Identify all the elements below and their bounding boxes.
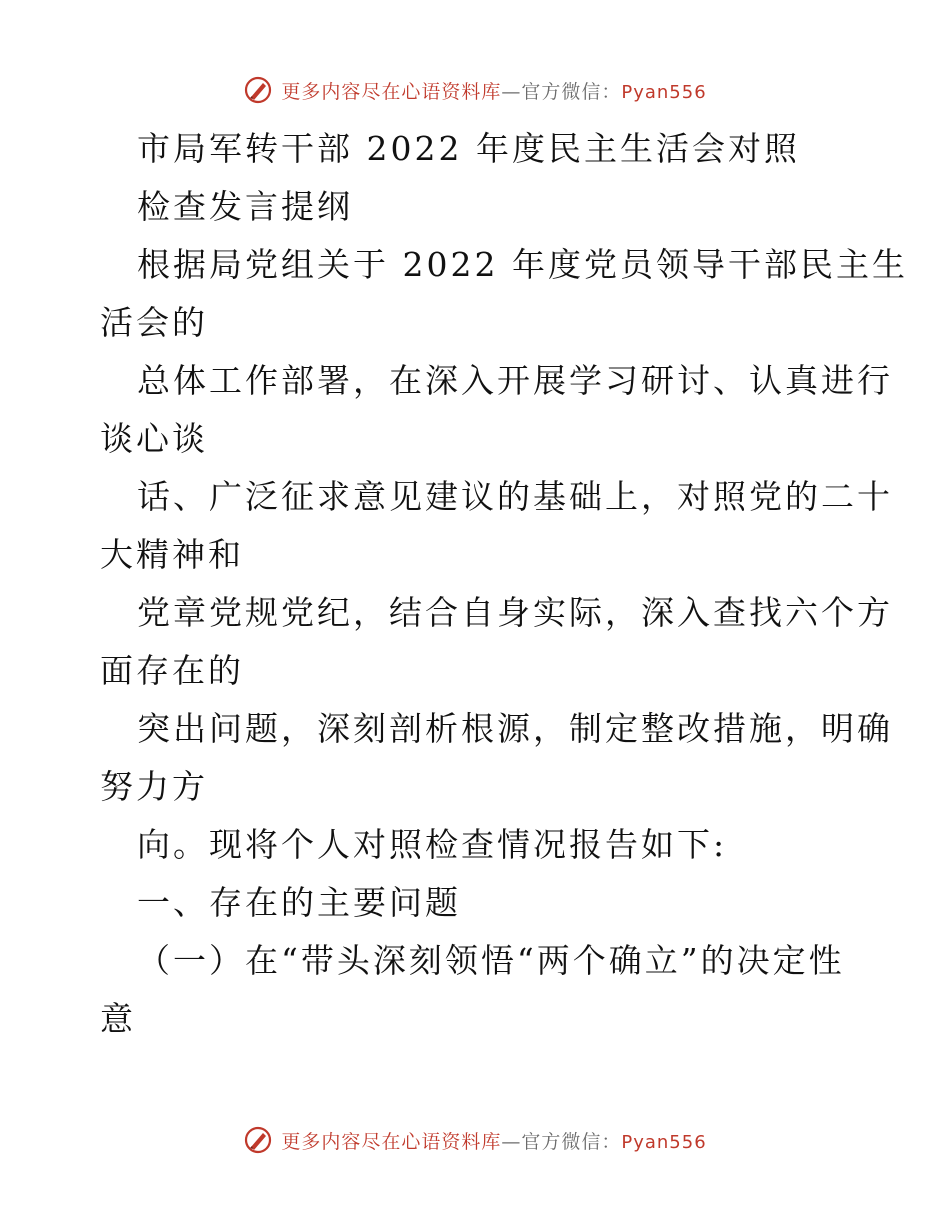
paragraph-line: 根据局党组关于 2022 年度党员领导干部民主生 xyxy=(137,245,908,284)
footer-banner xyxy=(0,1120,950,1160)
paragraph-line: 面存在的 xyxy=(100,651,244,690)
site-name: 更多内容尽在心语资料库 xyxy=(281,80,502,103)
site-name: 更多内容尽在心语资料库 xyxy=(281,1130,502,1153)
paragraph-line: 党章党规党纪，结合自身实际，深入查找六个方 xyxy=(137,593,893,632)
wechat-id: Pyan556 xyxy=(621,81,707,103)
wechat-label: 官方微信： xyxy=(521,1130,622,1153)
pen-logo-icon xyxy=(243,1125,273,1155)
banner-dash: — xyxy=(501,1130,522,1153)
section-heading: 一、存在的主要问题 xyxy=(137,883,461,922)
banner-dash: — xyxy=(501,80,522,103)
wechat-id: Pyan556 xyxy=(621,1131,707,1153)
paragraph-line: 突出问题，深刻剖析根源，制定整改措施，明确 xyxy=(137,709,893,748)
title-line-2: 检查发言提纲 xyxy=(137,187,353,226)
pen-logo-icon xyxy=(243,75,273,105)
paragraph-line: 向。现将个人对照检查情况报告如下: xyxy=(137,825,728,864)
paragraph-line: 谈心谈 xyxy=(100,419,208,458)
header-banner xyxy=(0,70,950,110)
paragraph-line: 话、广泛征求意见建议的基础上，对照党的二十 xyxy=(137,477,893,516)
paragraph-line: 努力方 xyxy=(100,767,208,806)
paragraph-line: 大精神和 xyxy=(100,535,244,574)
subsection-heading: （一）在“带头深刻领悟“两个确立”的决定性 xyxy=(137,941,845,980)
paragraph-line: 意 xyxy=(100,999,136,1038)
paragraph-line: 活会的 xyxy=(100,303,208,342)
document-body xyxy=(100,120,908,1048)
banner-text xyxy=(281,77,706,104)
paragraph-line: 总体工作部署，在深入开展学习研讨、认真进行 xyxy=(137,361,893,400)
wechat-label: 官方微信： xyxy=(521,80,622,103)
title-line-1: 市局军转干部 2022 年度民主生活会对照 xyxy=(137,129,800,168)
banner-text xyxy=(281,1127,706,1154)
